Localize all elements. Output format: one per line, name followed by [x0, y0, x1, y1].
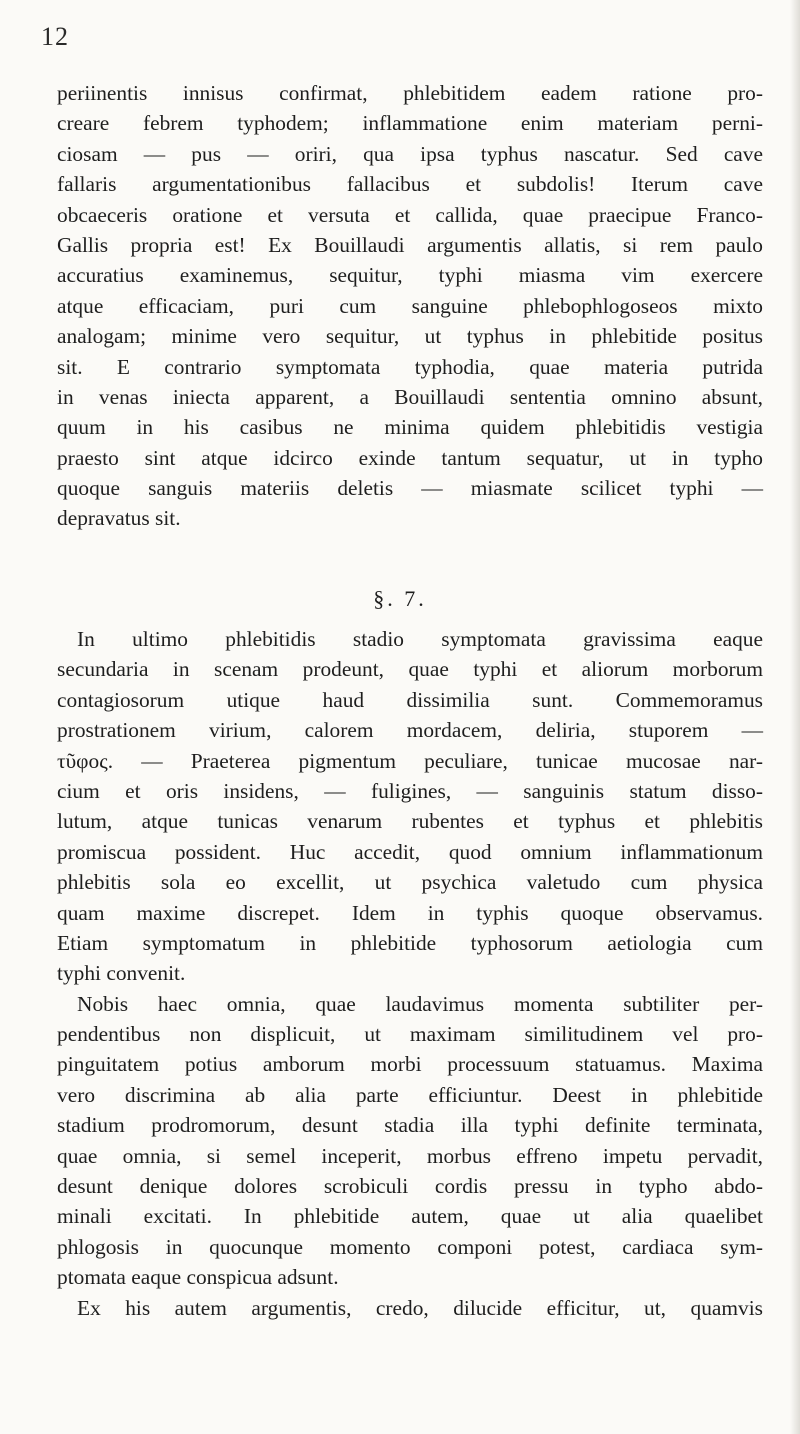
- text-line: obcaeceris oratione et versuta et callida, quae praecipue Franco-: [57, 202, 763, 227]
- page-edge-shadow: [790, 0, 800, 1434]
- text-line: accuratius examinemus, sequitur, typhi miasma vim exercere: [57, 263, 763, 288]
- text-line: contagiosorum utique haud dissimilia sunt. Commemoramus: [57, 687, 763, 712]
- paragraph-1: [57, 78, 763, 534]
- text-line: promiscua possident. Huc accedit, quod omnium inflammationum: [57, 839, 763, 864]
- text-line: minali excitati. In phlebitide autem, quae ut alia quaelibet: [57, 1204, 763, 1229]
- text-line: In ultimo phlebitidis stadio symptomata gravissima eaque: [77, 627, 763, 651]
- text-line: ptomata eaque conspicua adsunt.: [57, 1265, 339, 1290]
- text-line: lutum, atque tunicas venarum rubentes et typhus et phlebitis: [57, 809, 763, 834]
- text-line: Ex his autem argumentis, credo, dilucide efficitur, ut, quamvis: [77, 1295, 763, 1320]
- page-number: 12: [41, 22, 69, 51]
- text-line: creare febrem typhodem; inflammatione enim materiam perni-: [57, 111, 763, 136]
- text-line: pinguitatem potius amborum morbi processuum statuamus. Maxima: [57, 1052, 763, 1077]
- section-heading: §. 7.: [373, 586, 427, 611]
- text-line: prostrationem virium, calorem mordacem, deliria, stuporem —: [57, 718, 763, 743]
- text-line: quum in his casibus ne minima quidem phlebitidis vestigia: [57, 415, 763, 440]
- text-line: stadium prodromorum, desunt stadia illa typhi definite terminata,: [57, 1113, 763, 1138]
- text-line: secundaria in scenam prodeunt, quae typhi et aliorum morborum: [57, 657, 763, 682]
- paragraph-2-to-4: [57, 624, 763, 1323]
- text-line: quae omnia, si semel inceperit, morbus effreno impetu pervadit,: [57, 1143, 763, 1168]
- text-line: in venas iniecta apparent, a Bouillaudi sententia omnino absunt,: [57, 384, 763, 409]
- text-line: sit. E contrario symptomata typhodia, quae materia putrida: [57, 354, 763, 379]
- text-line: depravatus sit.: [57, 506, 181, 531]
- text-line: typhi convenit.: [57, 961, 186, 986]
- text-line: analogam; minime vero sequitur, ut typhus in phlebitide positus: [57, 324, 763, 349]
- text-line: pendentibus non displicuit, ut maximam similitudinem vel pro-: [57, 1022, 763, 1047]
- text-line: phlogosis in quocunque momento componi potest, cardiaca sym-: [57, 1234, 763, 1259]
- text-line: Etiam symptomatum in phlebitide typhosorum aetiologia cum: [57, 930, 763, 955]
- text-line: ciosam — pus — oriri, qua ipsa typhus nascatur. Sed cave: [57, 141, 763, 166]
- text-line: Gallis propria est! Ex Bouillaudi argumentis allatis, si rem paulo: [57, 232, 763, 257]
- text-line: quam maxime discrepet. Idem in typhis quoque observamus.: [57, 900, 763, 925]
- text-line: τῦφος. — Praeterea pigmentum peculiare, tunicae mucosae nar-: [57, 748, 763, 773]
- text-line: vero discrimina ab alia parte efficiuntur. Deest in phlebitide: [57, 1082, 763, 1107]
- text-line: desunt denique dolores scrobiculi cordis pressu in typho abdo-: [57, 1174, 763, 1199]
- text-line: quoque sanguis materiis deletis — miasmate scilicet typhi —: [57, 476, 763, 501]
- text-line: atque efficaciam, puri cum sanguine phlebophlogoseos mixto: [57, 293, 763, 318]
- text-line: phlebitis sola eo excellit, ut psychica valetudo cum physica: [57, 870, 763, 895]
- text-line: praesto sint atque idcirco exinde tantum sequatur, ut in typho: [57, 445, 763, 470]
- text-line: fallaris argumentationibus fallacibus et subdolis! Iterum cave: [57, 172, 763, 197]
- text-line: cium et oris insidens, — fuligines, — sanguinis statum disso-: [57, 778, 763, 803]
- text-line: Nobis haec omnia, quae laudavimus momenta subtiliter per-: [77, 991, 763, 1016]
- text-line: periinentis innisus confirmat, phlebitidem eadem ratione pro-: [57, 81, 763, 105]
